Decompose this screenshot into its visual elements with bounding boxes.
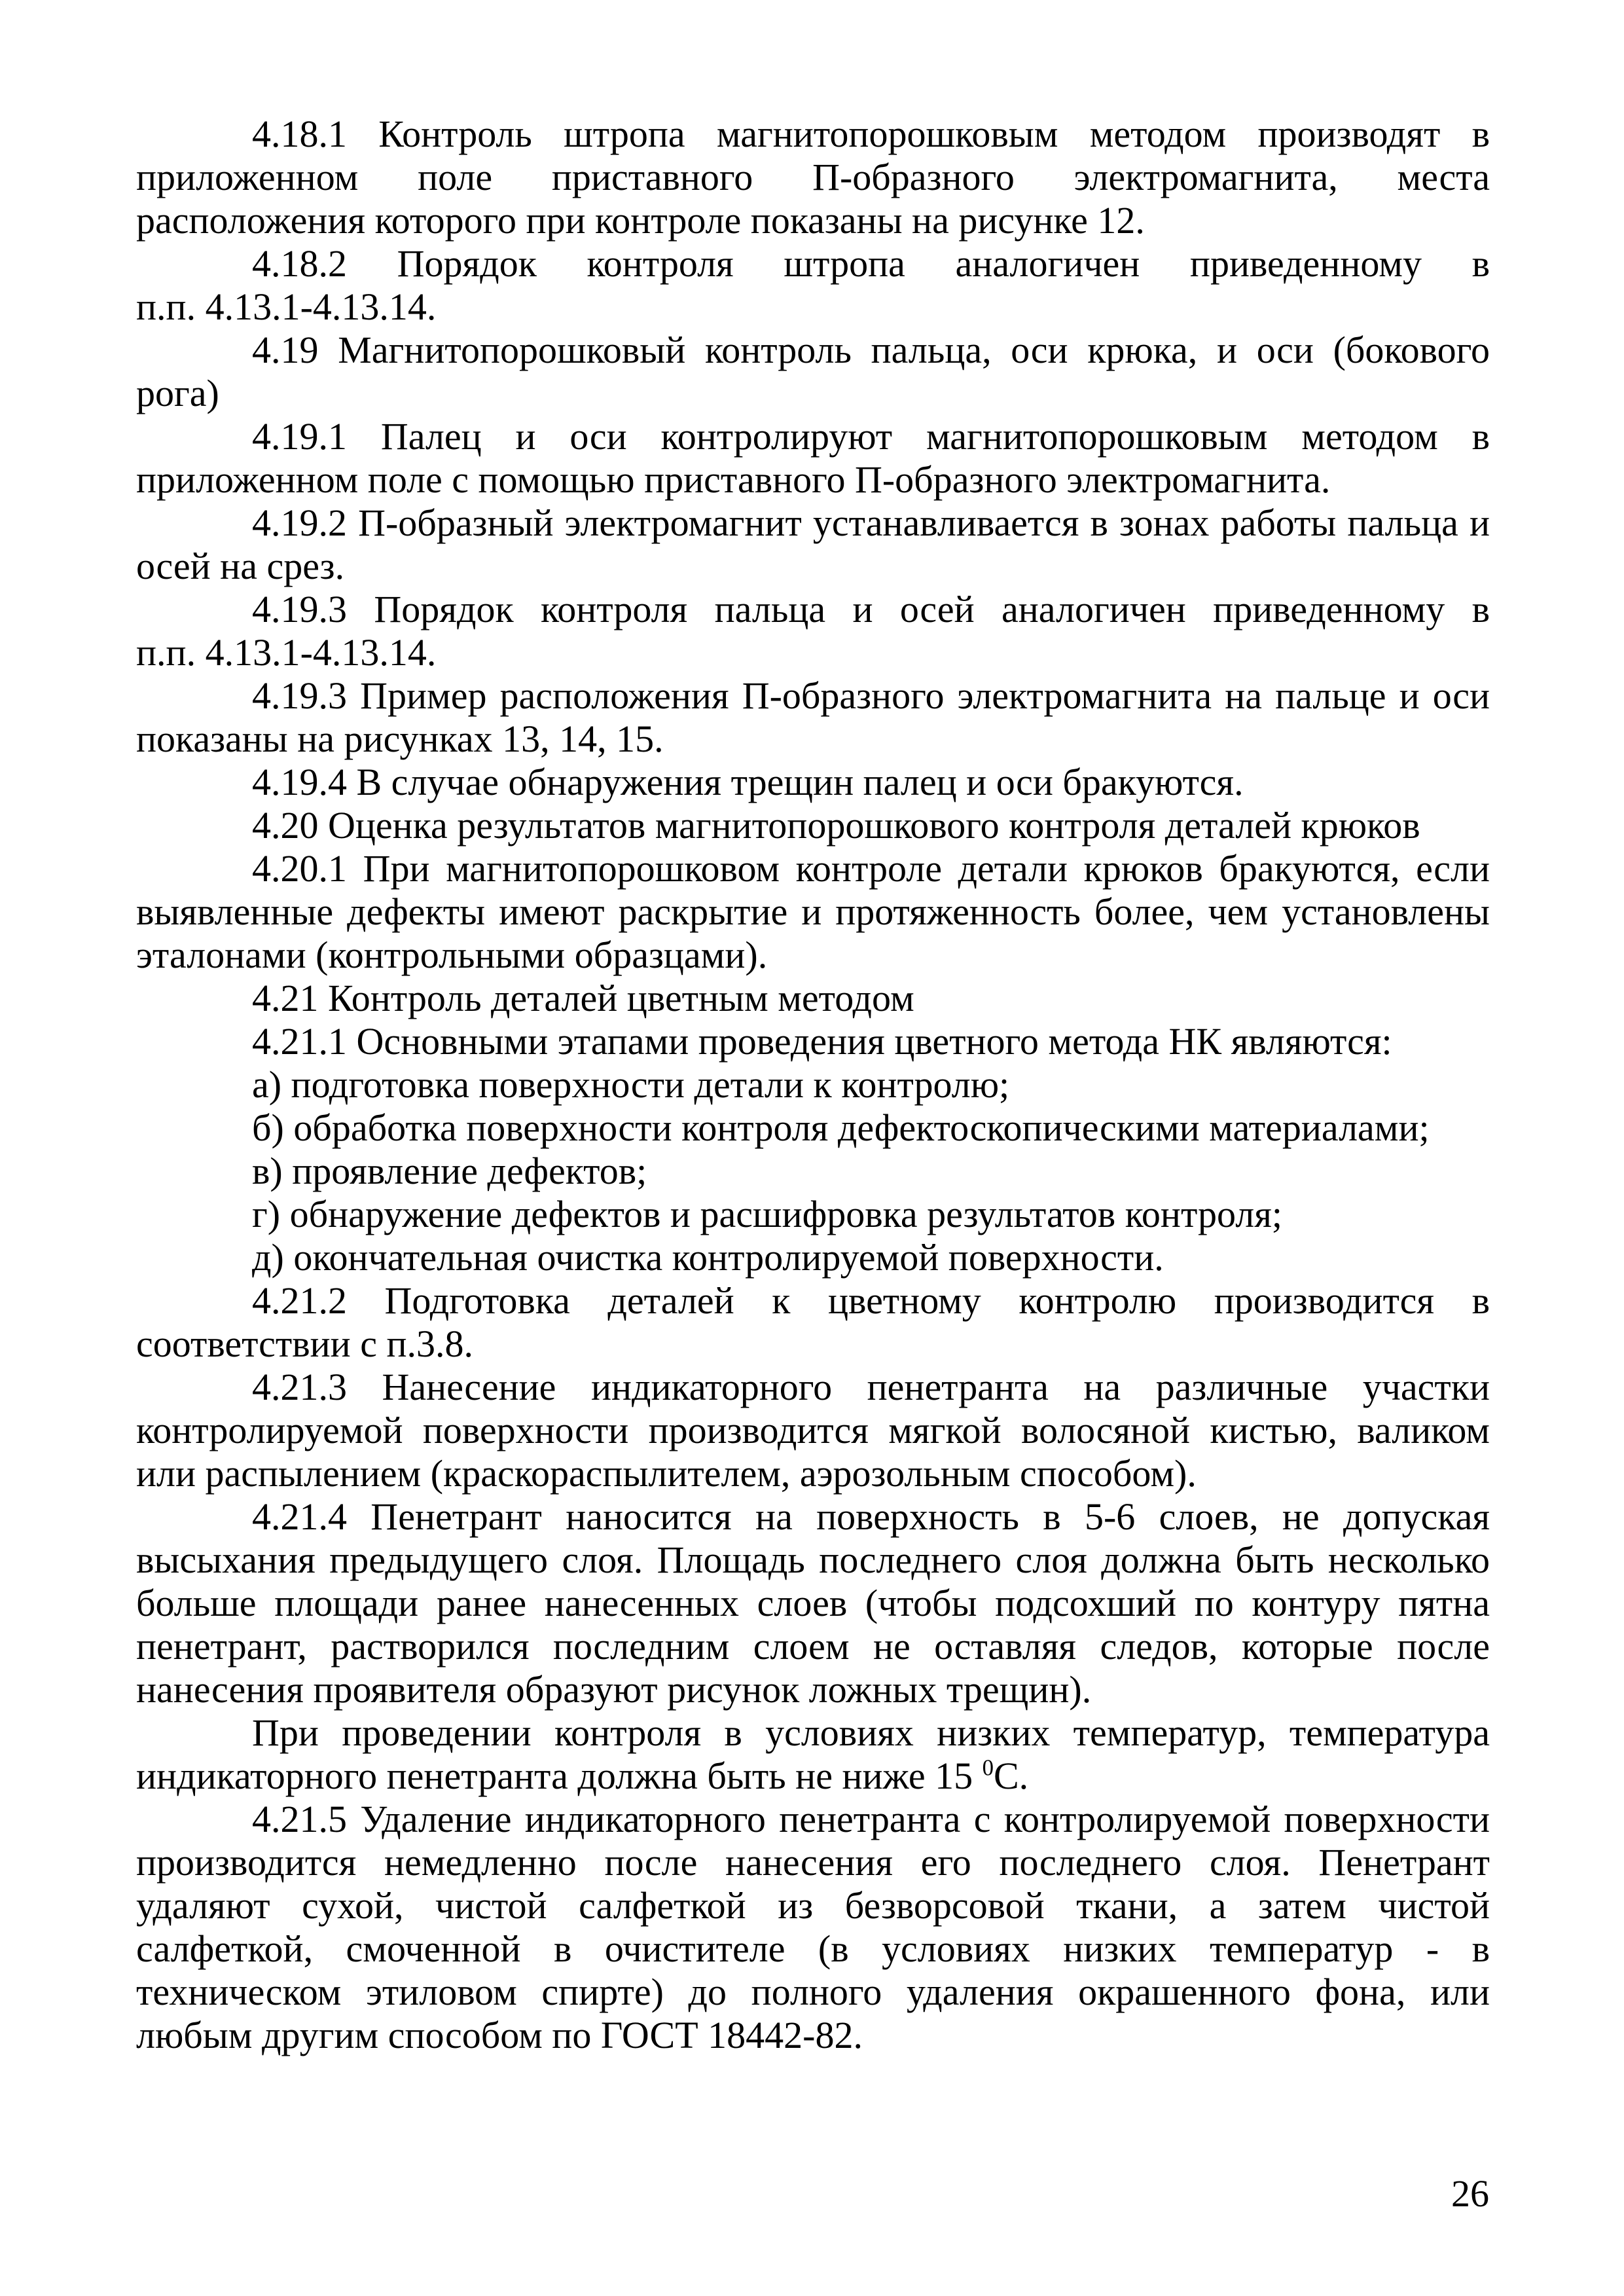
- text-line: расположения которого при контроле показаны на рисунке 12.: [136, 199, 1145, 242]
- paragraph-low-temp-note: [136, 1711, 1490, 1798]
- text-line: 4.21.3 Нанесение индикаторного пенетранта на различные участки: [252, 1366, 1490, 1408]
- paragraph-4-19-3-order: [136, 588, 1490, 674]
- text-line: 4.18.1 Контроль штропа магнитопорошковым методом производят в: [252, 113, 1490, 155]
- text-line: д) окончательная очистка контролируемой поверхности.: [252, 1236, 1164, 1279]
- text-line: выявленные дефекты имеют раскрытие и протяженность более, чем установлены: [136, 890, 1490, 933]
- paragraph-4-18-2: [136, 242, 1490, 329]
- list-item-b: [136, 1106, 1490, 1150]
- text-line: 4.21.1 Основными этапами проведения цветного метода НК являются:: [252, 1020, 1392, 1063]
- text-line: 4.21 Контроль деталей цветным методом: [252, 977, 914, 1019]
- text-line: 4.20.1 При магнитопорошковом контроле детали крюков бракуются, если: [252, 847, 1490, 890]
- temperature-text-pre: индикаторного пенетранта должна быть не ниже 15: [136, 1755, 983, 1797]
- text-line-temperature: [136, 1755, 1490, 1798]
- text-line: высыхания предыдущего слоя. Площадь последнего слоя должна быть несколько: [136, 1539, 1490, 1581]
- text-line: 4.19.2 П-образный электромагнит устанавливается в зонах работы пальца и: [252, 501, 1490, 544]
- paragraph-4-19-1: [136, 415, 1490, 501]
- text-line: г) обнаружение дефектов и расшифровка результатов контроля;: [252, 1193, 1282, 1235]
- temperature-text-post: С.: [993, 1755, 1029, 1797]
- text-line: рога): [136, 372, 219, 414]
- paragraph-4-21-4: [136, 1495, 1490, 1711]
- text-line: 4.19.3 Порядок контроля пальца и осей аналогичен приведенному в: [252, 588, 1490, 630]
- paragraph-4-21-1: [136, 1020, 1490, 1063]
- paragraph-4-19: [136, 329, 1490, 415]
- text-line: 4.19 Магнитопорошковый контроль пальца, оси крюка, и оси (бокового: [252, 329, 1490, 371]
- text-line: нанесения проявителя образуют рисунок ложных трещин).: [136, 1668, 1092, 1711]
- document-body: [136, 113, 1490, 2057]
- text-line: 4.21.5 Удаление индикаторного пенетранта с контролируемой поверхности: [252, 1798, 1490, 1840]
- text-line: показаны на рисунках 13, 14, 15.: [136, 718, 664, 760]
- list-item-d: [136, 1236, 1490, 1279]
- text-line: 4.21.2 Подготовка деталей к цветному контролю производится в: [252, 1279, 1490, 1322]
- text-line: а) подготовка поверхности детали к контролю;: [252, 1063, 1010, 1106]
- list-item-a: [136, 1063, 1490, 1106]
- text-line: 4.19.1 Палец и оси контролируют магнитопорошковым методом в: [252, 415, 1490, 458]
- text-line: 4.20 Оценка результатов магнитопорошкового контроля деталей крюков: [252, 804, 1420, 847]
- paragraph-4-19-3-example: [136, 674, 1490, 761]
- text-line: больше площади ранее нанесенных слоев (чтобы подсохший по контуру пятна: [136, 1582, 1490, 1624]
- text-line: приложенном поле с помощью приставного П-образного электромагнита.: [136, 458, 1331, 501]
- paragraph-4-21-5: [136, 1798, 1490, 2057]
- superscript-degree-zero: 0: [982, 1755, 994, 1781]
- text-line: контролируемой поверхности производится мягкой волосяной кистью, валиком: [136, 1409, 1490, 1451]
- text-line: производится немедленно после нанесения его последнего слоя. Пенетрант: [136, 1841, 1490, 1884]
- text-line: приложенном поле приставного П-образного электромагнита, места: [136, 156, 1490, 198]
- page-number: 26: [1451, 2172, 1489, 2215]
- list-item-g: [136, 1193, 1490, 1236]
- text-line: При проведении контроля в условиях низких температур, температура: [252, 1711, 1490, 1754]
- paragraph-4-19-4: [136, 761, 1490, 804]
- text-line: или распылением (краскораспылителем, аэрозольным способом).: [136, 1452, 1197, 1495]
- paragraph-4-20: [136, 804, 1490, 847]
- text-line: 4.21.4 Пенетрант наносится на поверхность в 5-6 слоев, не допуская: [252, 1495, 1490, 1538]
- list-item-v: [136, 1150, 1490, 1193]
- paragraph-4-18-1: [136, 113, 1490, 242]
- paragraph-4-21: [136, 977, 1490, 1020]
- text-line: 4.19.3 Пример расположения П-образного электромагнита на пальце и оси: [252, 674, 1490, 717]
- text-line: 4.19.4 В случае обнаружения трещин палец и оси бракуются.: [252, 761, 1244, 803]
- text-line: пенетрант, растворился последним слоем не оставляя следов, которые после: [136, 1625, 1490, 1667]
- text-line: 4.18.2 Порядок контроля штропа аналогичен приведенному в: [252, 242, 1490, 285]
- paragraph-4-20-1: [136, 847, 1490, 977]
- text-line: п.п. 4.13.1-4.13.14.: [136, 631, 437, 674]
- text-line: б) обработка поверхности контроля дефектоскопическими материалами;: [252, 1106, 1430, 1149]
- text-line: в) проявление дефектов;: [252, 1150, 647, 1192]
- text-line: техническом этиловом спирте) до полного удаления окрашенного фона, или: [136, 1971, 1490, 2013]
- text-line: осей на срез.: [136, 545, 345, 587]
- paragraph-4-21-3: [136, 1366, 1490, 1495]
- text-line: п.п. 4.13.1-4.13.14.: [136, 285, 437, 328]
- text-line: эталонами (контрольными образцами).: [136, 934, 768, 976]
- text-line: любым другим способом по ГОСТ 18442-82.: [136, 2014, 863, 2056]
- text-line: удаляют сухой, чистой салфеткой из безворсовой ткани, а затем чистой: [136, 1884, 1490, 1927]
- text-line: соответствии с п.3.8.: [136, 1322, 474, 1365]
- paragraph-4-19-2: [136, 501, 1490, 588]
- text-line: салфеткой, смоченной в очистителе (в условиях низких температур - в: [136, 1927, 1490, 1970]
- paragraph-4-21-2: [136, 1279, 1490, 1366]
